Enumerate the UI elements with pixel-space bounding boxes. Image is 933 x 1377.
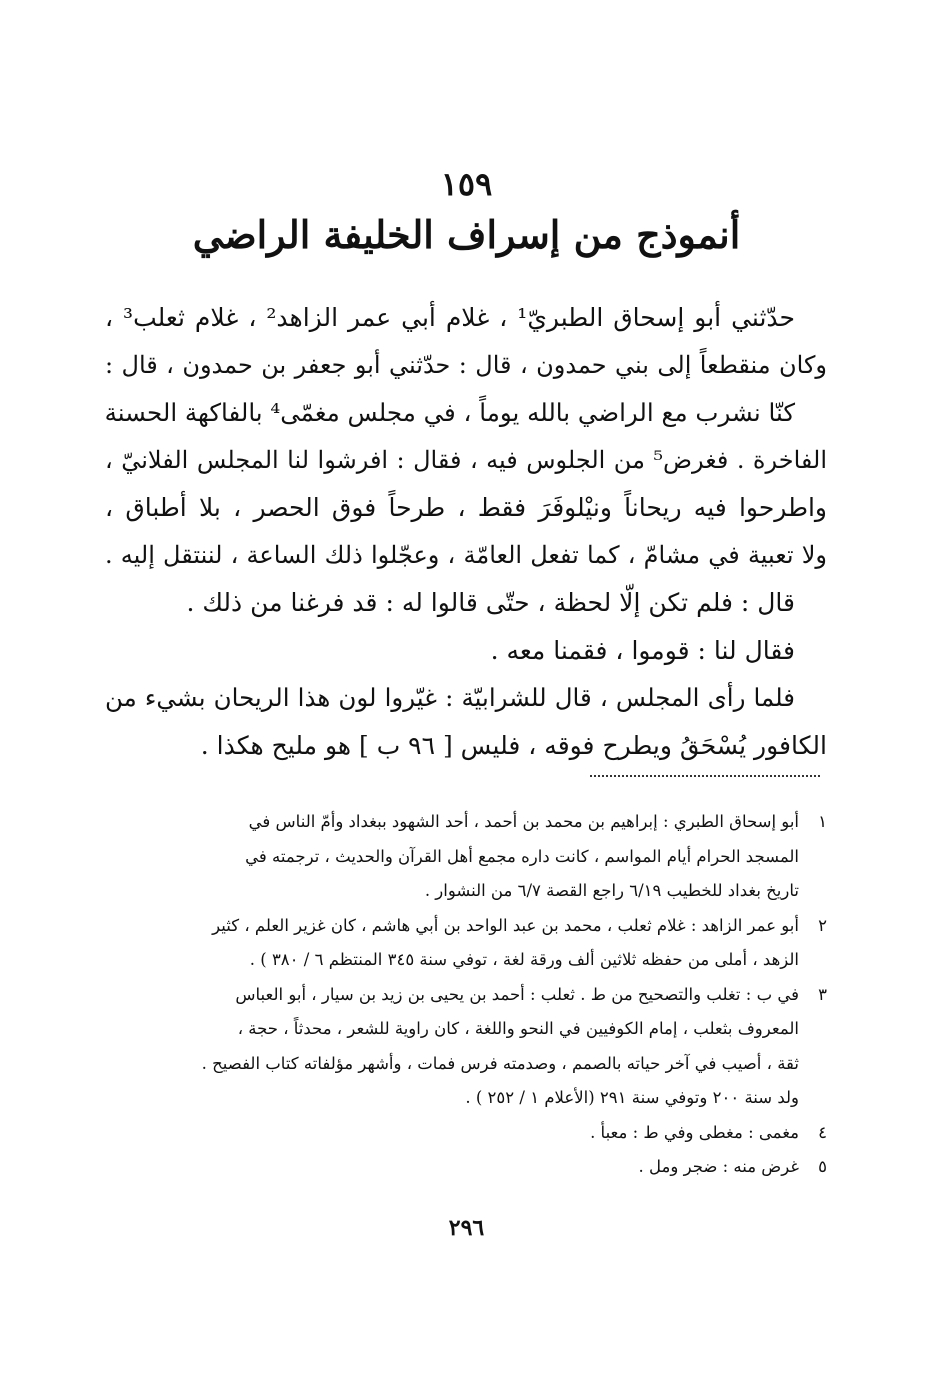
footnotes: [105, 805, 827, 1185]
footnote-line: [105, 909, 827, 944]
footnote-text: غرض منه : ضجر ومل .: [638, 1157, 799, 1176]
footnote-line: [105, 1116, 827, 1151]
footnote-2: [105, 909, 827, 978]
body-line: وكان منقطعاً إلى بني حمدون ، قال : حدّثني أبو جعفر بن حمدون ، قال :: [105, 350, 827, 379]
body-line: الفاخرة . فغرض⁵ من الجلوس فيه ، فقال : افرشوا لنا المجلس الفلانيّ ،: [105, 445, 827, 474]
footnote-line: [105, 1150, 827, 1185]
footnote-line: [105, 978, 827, 1013]
section-title: أنموذج من إسراف الخليفة الراضي: [192, 212, 741, 257]
section-number: ١٥٩: [440, 165, 493, 203]
body-line: ولا تعبية في مشامّ ، كما تفعل العامّة ، وعجّلوا ذلك الساعة ، لننتقل إليه .: [105, 540, 828, 569]
body-line: فلما رأى المجلس ، قال للشرابيّة : غيّروا لون هذا الريحان بشيء من: [105, 683, 795, 712]
footnote-number: ١: [818, 812, 827, 831]
body-line: قال : فلم تكن إلّا لحظة ، حتّى قالوا له : قد فرغنا من ذلك .: [186, 588, 795, 617]
footnote-line: الزهد ، أملى من حفظه ثلاثين ألف ورقة لغة ، توفي سنة ٣٤٥ المنتظم ٦ / ٣٨٠ ) .: [249, 950, 799, 969]
footnote-line: ثقة ، أصيب في آخر حياته بالصمم ، وصدمته فرس فمات ، وأشهر مؤلفاته كتاب الفصيح .: [201, 1053, 799, 1073]
body-line: واطرحوا فيه ريحاناً ونيْلوفَرَ فقط ، طرحاً فوق الحصر ، بلا أطباق ،: [105, 493, 827, 522]
footnote-5: [105, 1150, 827, 1185]
body-line: فقال لنا : قوموا ، فقمنا معه .: [490, 635, 795, 665]
footnote-text: مغمى : مغطى وفي ط : معبأ .: [590, 1122, 799, 1142]
footnote-number: ٣: [818, 984, 827, 1004]
footnote-number: ٤: [818, 1122, 827, 1142]
footnote-line: المعروف بثعلب ، إمام الكوفيين في النحو واللغة ، كان راوية للشعر ، محدثاً ، حجة ،: [237, 1019, 799, 1038]
body-line: الكافور يُسْحَقُ ويطرح فوقه ، فليس [ ٩٦ ب ] هو مليح هكذا .: [200, 730, 827, 760]
footnote-separator: [590, 775, 820, 777]
footnote-3: [105, 978, 827, 1116]
footnote-1: [105, 805, 827, 909]
footnote-number: ٥: [818, 1157, 827, 1176]
page-folio-number: ٢٩٦: [448, 1215, 485, 1241]
footnote-number: ٢: [818, 915, 827, 935]
footnote-line: المسجد الحرام أيام المواسم ، كانت داره مجمع أهل القرآن والحديث ، ترجمته في: [245, 846, 799, 866]
footnote-line: [105, 805, 827, 840]
footnote-line: ولد سنة ٢٠٠ وتوفي سنة ٢٩١ (الأعلام ١ / ٢٥٢ ) .: [465, 1088, 799, 1107]
body-line: كنّا نشرب مع الراضي بالله يوماً ، في مجلس مغمّى⁴ بالفاكهة الحسنة: [104, 398, 795, 427]
body-text: [105, 294, 827, 769]
footnote-text: في ب : تغلب والتصحيح من ط . ثعلب : أحمد بن يحيى بن زيد بن سيار ، أبو العباس: [235, 984, 799, 1004]
footnote-line: تاريخ بغداد للخطيب ٦/١٩ راجع القصة ٦/٧ من النشوار .: [424, 881, 799, 900]
footnote-text: أبو عمر الزاهد : غلام ثعلب ، محمد بن عبد الواحد بن أبي هاشم ، كان غزير العلم ، كثير: [212, 915, 799, 935]
body-line: حدّثني أبو إسحاق الطبريّ¹ ، غلام أبي عمر الزاهد² ، غلام ثعلب³ ،: [105, 303, 795, 332]
footnote-4: [105, 1116, 827, 1151]
footnote-text: أبو إسحاق الطبري : إبراهيم بن محمد بن أحمد ، أحد الشهود ببغداد وأمّ الناس في: [248, 812, 799, 831]
